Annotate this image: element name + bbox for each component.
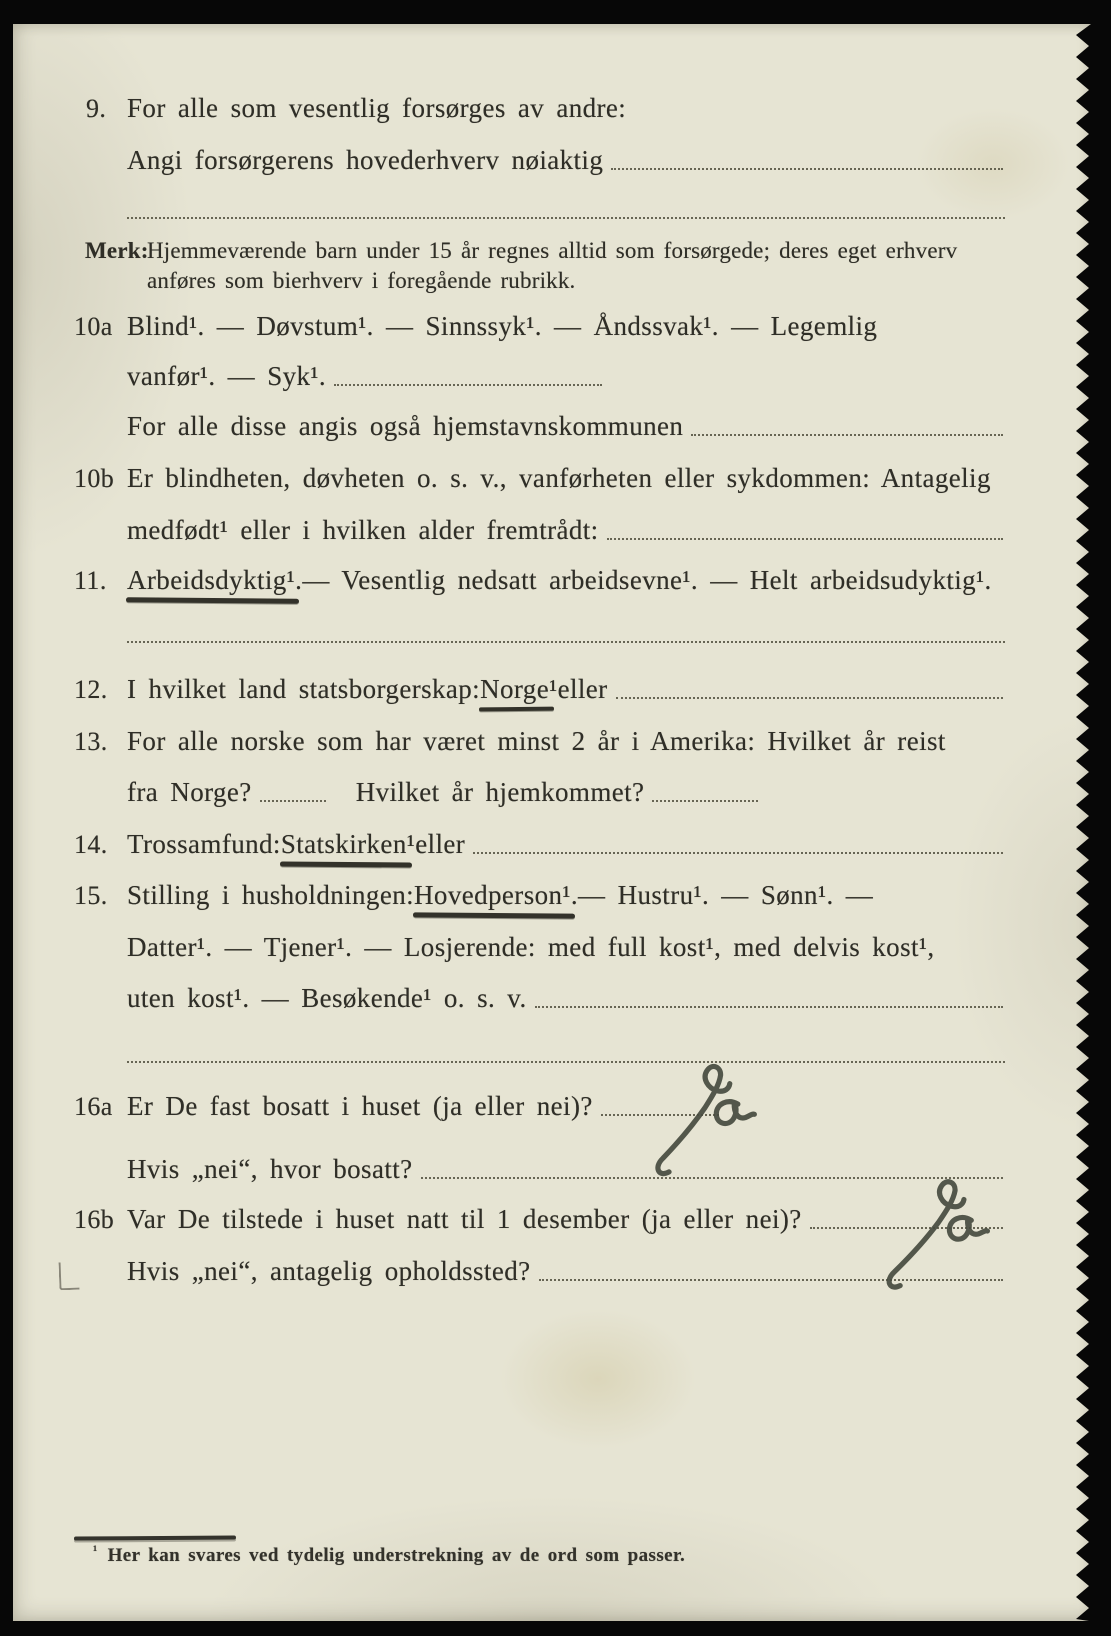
stray-pen-mark (59, 1262, 80, 1291)
section-divider (127, 217, 1005, 219)
question-12-line-1 (74, 669, 1005, 705)
question-15-line-3 (127, 978, 1005, 1014)
question-12-number: 12. (74, 675, 108, 704)
question-13-text-1: For alle norske som har været minst 2 år i Amerika: Hvilket år reist (127, 726, 946, 756)
footnote-rule (74, 1535, 236, 1540)
question-15-line-2 (127, 927, 1005, 963)
question-10a-text-1: Blind¹. — Døvstum¹. — Sinnssyk¹. — Åndssvak¹. — Legemlig (127, 311, 878, 341)
question-10b-number: 10b (74, 464, 115, 493)
question-10a-number: 10a (74, 312, 113, 341)
question-10b-line-2 (127, 510, 1005, 546)
question-13-line-1 (74, 721, 1005, 757)
question-9-text-1: For alle som vesentlig forsørges av andre: (127, 93, 627, 123)
paper-sheet (13, 24, 1091, 1621)
dotted-answer-line (611, 168, 1003, 170)
dotted-answer-line (601, 1114, 719, 1116)
question-14-text-post: eller (415, 829, 466, 859)
question-10a-line-1 (74, 306, 1005, 342)
merk-label: Merk: (85, 238, 149, 263)
section-divider (127, 1061, 1005, 1063)
question-12-text-post: eller (557, 674, 608, 704)
question-11-number: 11. (74, 566, 107, 595)
dotted-answer-line (607, 538, 1003, 540)
question-9-line-1 (86, 88, 1005, 124)
dotted-answer-line (652, 800, 758, 802)
question-14-number: 14. (74, 830, 108, 859)
dotted-answer-line (691, 434, 1003, 436)
footnote-marker: ¹ (93, 1544, 98, 1559)
dotted-answer-line (260, 800, 326, 802)
section-divider (127, 641, 1005, 643)
question-13-text-2b: Hvilket år hjemkommet? (355, 777, 645, 807)
question-9-number: 9. (86, 94, 107, 123)
dotted-answer-line (473, 852, 1003, 854)
dotted-answer-line (535, 1006, 1003, 1008)
question-16b-text-1: Var De tilstede i huset natt til 1 desember (ja eller nei)? (127, 1204, 802, 1234)
question-11-line-1 (74, 560, 1005, 596)
question-15-number: 15. (74, 881, 108, 910)
question-10a-line-2 (127, 356, 1005, 392)
question-15-line-1 (74, 875, 1005, 911)
dotted-answer-line (616, 697, 1003, 699)
question-16a-text-1: Er De fast bosatt i huset (ja eller nei)? (127, 1091, 593, 1121)
dotted-answer-line (810, 1227, 1003, 1229)
question-16a-line-2 (127, 1149, 1005, 1185)
question-12-text-pre: I hvilket land statsborgerskap: (127, 674, 481, 704)
merk-text-2: anføres som bierhverv i foregående rubrikk. (147, 268, 576, 293)
question-16b-text-2: Hvis „nei“, antagelig opholdssted? (127, 1256, 531, 1286)
question-16b-number: 16b (74, 1205, 115, 1234)
hand-underlined-word: Statskirken¹ (280, 829, 416, 859)
dotted-answer-line (334, 384, 602, 386)
question-10a-text-2: vanfør¹. — Syk¹. (127, 361, 327, 391)
merk-text-1: Hjemmeværende barn under 15 år regnes alltid som forsørgede; deres eget erhverv (147, 238, 958, 263)
question-14-line-1 (74, 824, 1005, 860)
question-13-number: 13. (74, 727, 108, 756)
question-15-text-1-post: — Hustru¹. — Sønn¹. — (578, 880, 874, 910)
question-16b-line-2 (127, 1251, 1005, 1287)
question-14-text-pre: Trossamfund: (127, 829, 281, 859)
question-16a-line-1 (74, 1086, 1005, 1122)
question-10b-text-2: medfødt¹ eller i hvilken alder fremtrådt: (127, 515, 599, 545)
question-16b-line-1 (74, 1199, 1005, 1235)
dotted-answer-line (421, 1177, 1003, 1179)
dotted-answer-line (539, 1279, 1003, 1281)
question-10a-text-3: For alle disse angis også hjemstavnskommunen (127, 411, 684, 441)
question-10b-line-1 (74, 458, 1005, 494)
question-9-text-2: Angi forsørgerens hovederhverv nøiaktig (127, 145, 604, 175)
question-15-text-2: Datter¹. — Tjener¹. — Losjerende: med full kost¹, med delvis kost¹, (127, 932, 935, 962)
footnote (93, 1544, 685, 1567)
question-13-line-2 (127, 772, 1005, 808)
question-11-text: — Vesentlig nedsatt arbeidsevne¹. — Helt arbeidsudyktig¹. (302, 565, 992, 595)
footnote-text: Her kan svares ved tydelig understrekning av de ord som passer. (107, 1545, 686, 1566)
merk-note-line-2 (147, 258, 1005, 294)
question-10b-text-1: Er blindheten, døvheten o. s. v., vanførheten eller sykdommen: Antagelig (127, 463, 991, 493)
hand-underlined-word: Hovedperson¹. (414, 880, 579, 910)
question-15-text-3: uten kost¹. — Besøkende¹ o. s. v. (127, 983, 527, 1013)
question-9-line-2 (127, 140, 1005, 176)
question-13-text-2a: fra Norge? (127, 777, 252, 807)
question-16a-number: 16a (74, 1092, 113, 1121)
question-16a-text-2: Hvis „nei“, hvor bosatt? (127, 1154, 413, 1184)
question-15-text-1-pre: Stilling i husholdningen: (127, 880, 415, 910)
perforated-edge (1074, 24, 1091, 1621)
hand-underlined-word: Norge¹ (480, 674, 558, 704)
question-10a-line-3 (127, 406, 1005, 442)
hand-underlined-word: Arbeidsdyktig¹. (127, 565, 303, 595)
